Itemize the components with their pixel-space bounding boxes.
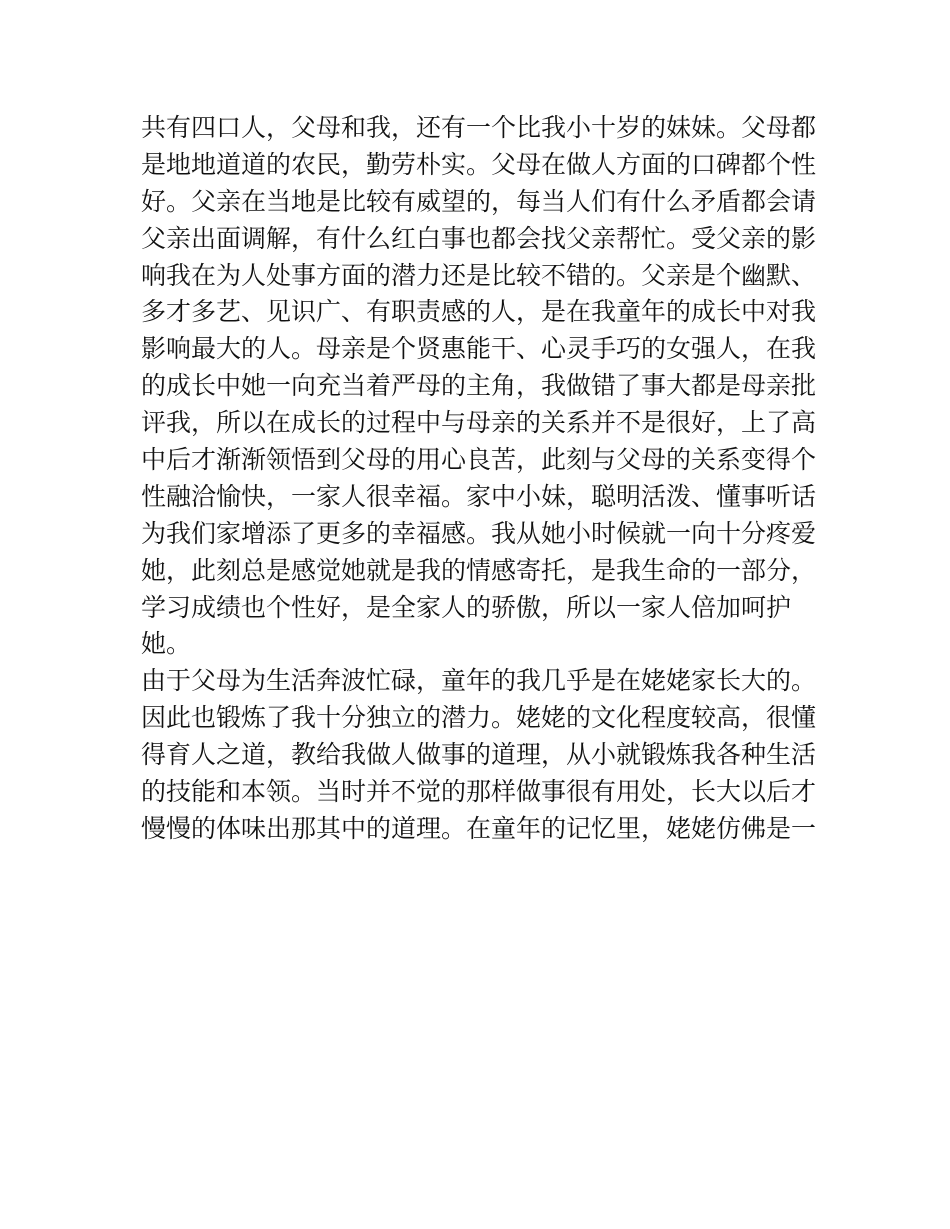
text-line: 性融洽愉快，一家人很幸福。家中小妹，聪明活泼、懂事听话 xyxy=(141,481,817,511)
text-line: 响我在为人处事方面的潜力还是比较不错的。父亲是个幽默、 xyxy=(141,260,817,290)
text-line: 是地地道道的农民，勤劳朴实。父母在做人方面的口碑都个性 xyxy=(141,149,817,179)
text-line: 为我们家增添了更多的幸福感。我从她小时候就一向十分疼爱 xyxy=(141,518,817,548)
text-line: 评我，所以在成长的过程中与母亲的关系并不是很好，上了高 xyxy=(141,408,817,438)
text-line: 的成长中她一向充当着严母的主角，我做错了事大都是母亲批 xyxy=(141,371,817,401)
text-line: 由于父母为生活奔波忙碌，童年的我几乎是在姥姥家长大的。 xyxy=(141,666,817,696)
body-text xyxy=(141,110,821,848)
text-line: 她，此刻总是感觉她就是我的情感寄托，是我生命的一部分， xyxy=(141,555,817,585)
text-line: 因此也锻炼了我十分独立的潜力。姥姥的文化程度较高，很懂 xyxy=(141,703,817,733)
text-line: 她。 xyxy=(141,629,192,659)
text-line: 得育人之道，教给我做人做事的道理，从小就锻炼我各种生活 xyxy=(141,740,817,770)
text-line: 学习成绩也个性好，是全家人的骄傲，所以一家人倍加呵护 xyxy=(141,592,792,622)
text-line: 中后才渐渐领悟到父母的用心良苦，此刻与父母的关系变得个 xyxy=(141,445,817,475)
text-line: 慢慢的体味出那其中的道理。在童年的记忆里，姥姥仿佛是一 xyxy=(141,813,817,843)
text-line: 共有四口人，父母和我，还有一个比我小十岁的妹妹。父母都 xyxy=(141,113,817,142)
text-line: 影响最大的人。母亲是个贤惠能干、心灵手巧的女强人，在我 xyxy=(141,334,817,364)
text-line: 父亲出面调解，有什么红白事也都会找父亲帮忙。受父亲的影 xyxy=(141,223,817,253)
text-line: 的技能和本领。当时并不觉的那样做事很有用处，长大以后才 xyxy=(141,777,817,807)
text-line: 多才多艺、见识广、有职责感的人，是在我童年的成长中对我 xyxy=(141,297,817,327)
text-line: 好。父亲在当地是比较有威望的，每当人们有什么矛盾都会请 xyxy=(141,186,817,216)
